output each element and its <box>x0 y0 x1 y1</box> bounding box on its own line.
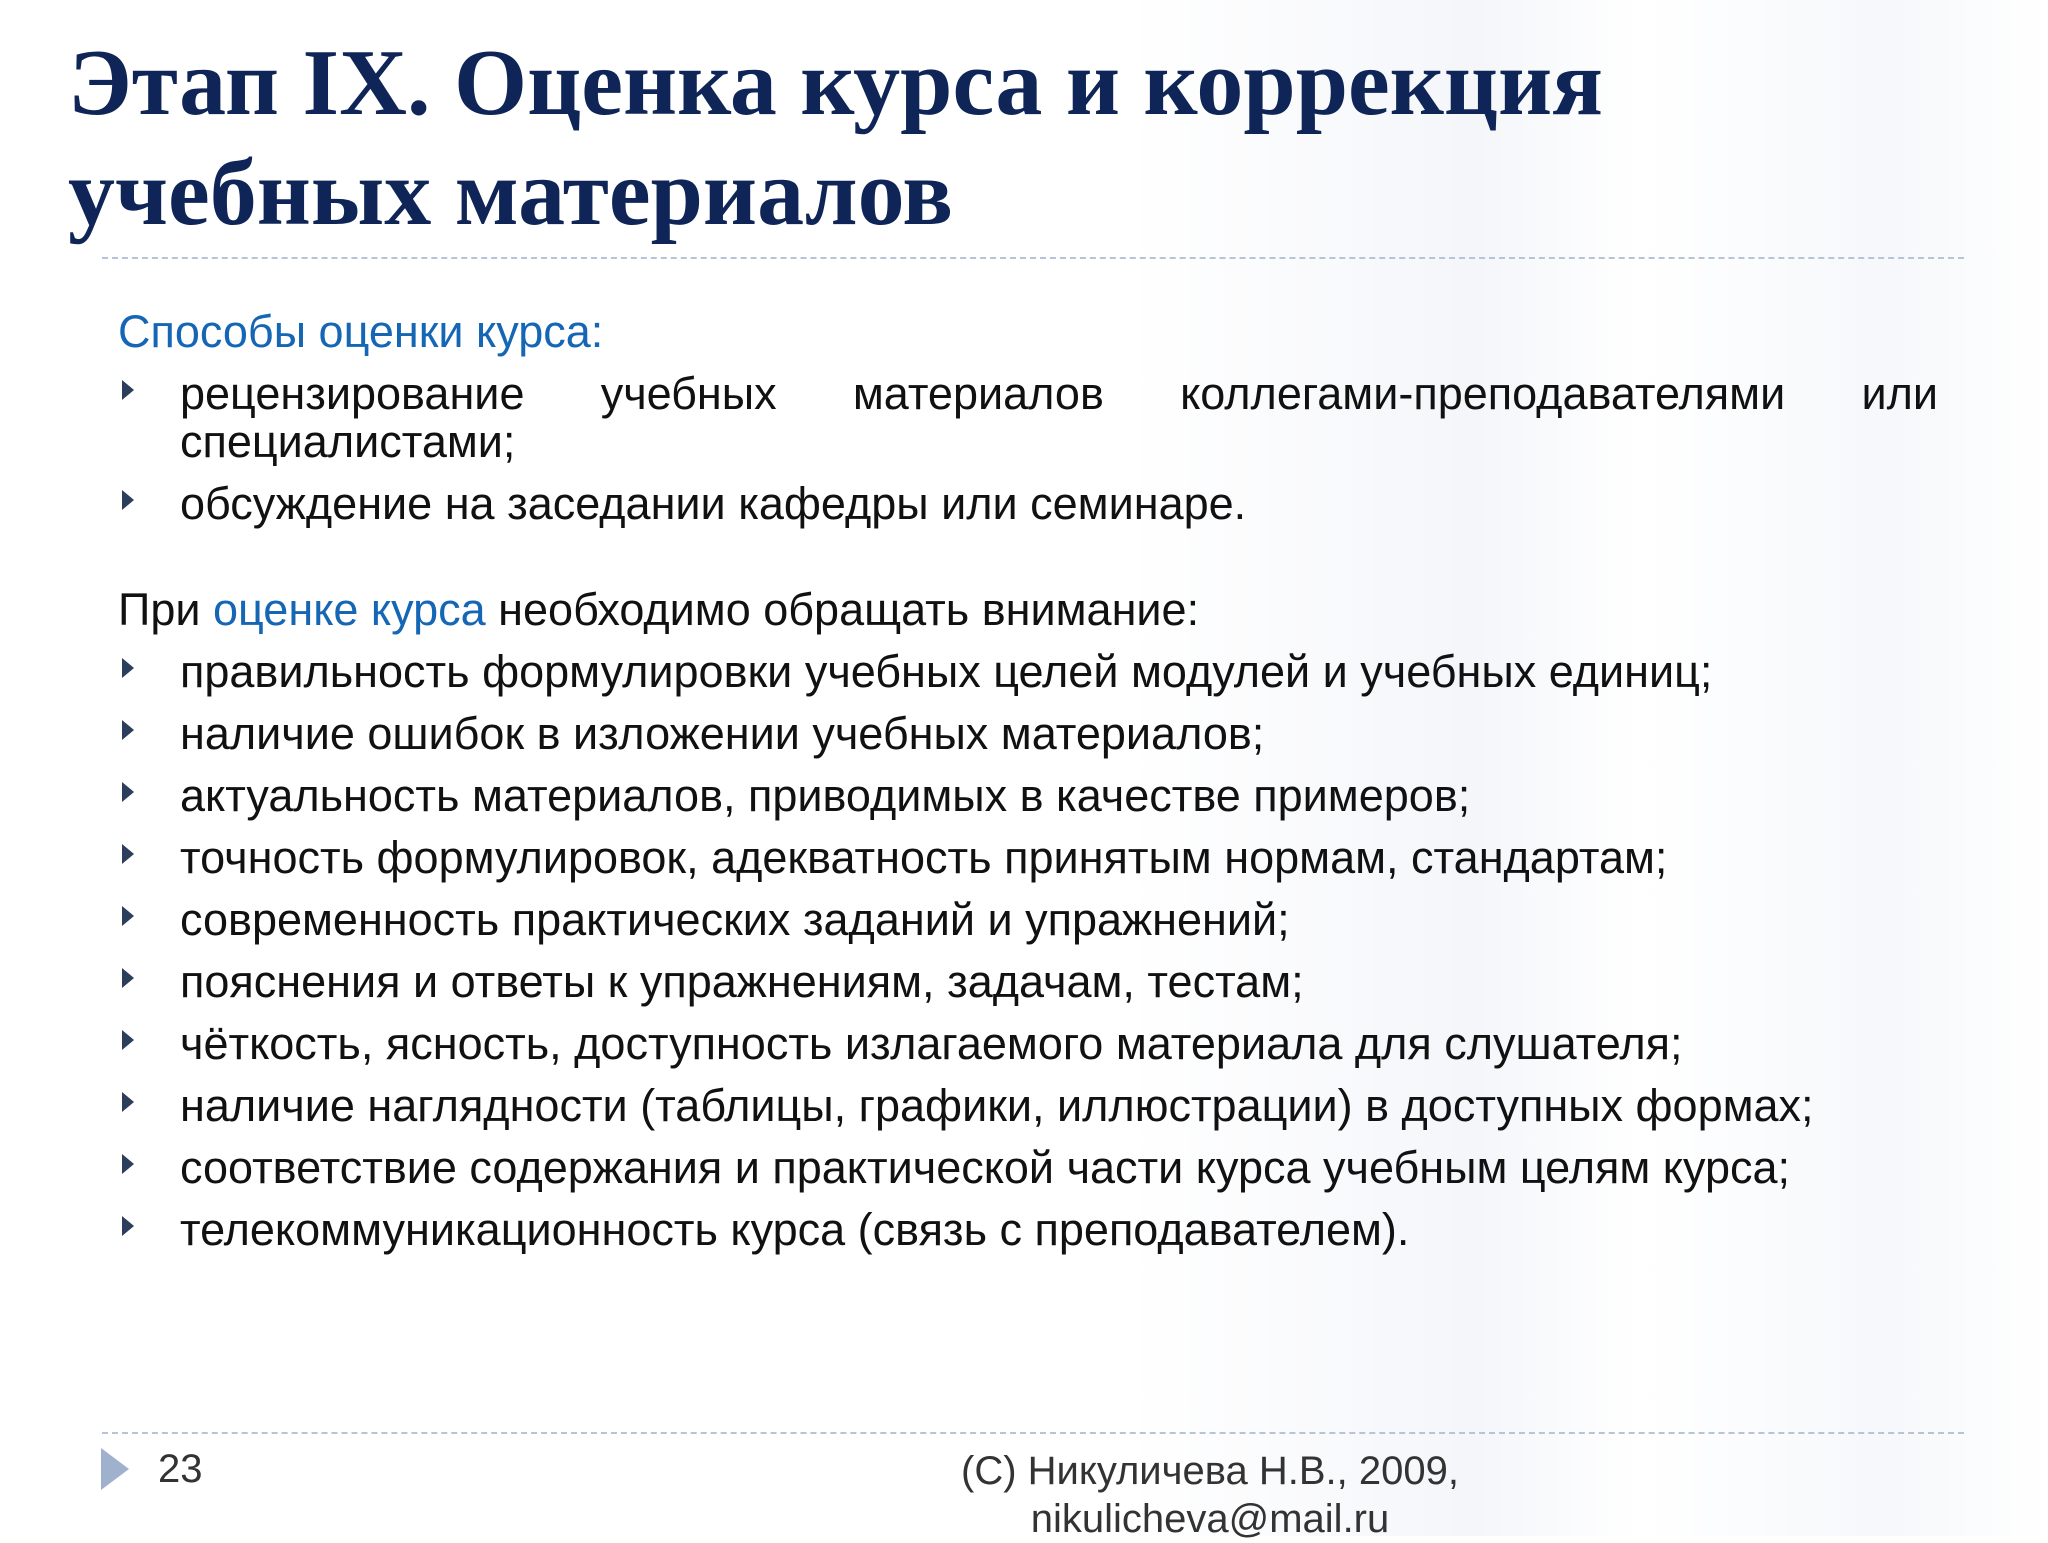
triangle-bullet-icon <box>122 782 134 802</box>
section2-list <box>118 648 1938 1254</box>
section2-heading-suffix: необходимо обращать внимание: <box>485 584 1200 635</box>
list-item <box>118 958 1938 1006</box>
footer-divider <box>102 1432 1964 1434</box>
section2-heading <box>118 586 1938 636</box>
list-item-text: телекоммуникационность курса (связь с преподавателем). <box>180 1204 1410 1255</box>
triangle-bullet-icon <box>122 720 134 740</box>
triangle-bullet-icon <box>122 968 134 988</box>
section2-heading-highlight: оценке курса <box>213 584 486 635</box>
list-item <box>118 896 1938 944</box>
list-item-text: чёткость, ясность, доступность излагаемого материала для слушателя; <box>180 1018 1683 1069</box>
list-item <box>118 1206 1938 1254</box>
list-item <box>118 648 1938 696</box>
list-item-text: рецензирование учебных материалов коллегами-преподавателями или специалистами; <box>180 368 1938 467</box>
title-divider <box>102 257 1964 259</box>
triangle-bullet-icon <box>122 490 134 510</box>
section-spacer <box>118 528 1938 586</box>
slide-content <box>118 308 1938 1254</box>
list-item <box>118 710 1938 758</box>
triangle-bullet-icon <box>122 906 134 926</box>
footer-credit <box>880 1447 1540 1543</box>
triangle-bullet-icon <box>122 1030 134 1050</box>
list-item <box>118 1144 1938 1192</box>
section2-heading-prefix: При <box>118 584 214 635</box>
list-item <box>118 1082 1938 1130</box>
credit-line: (С) Никуличева Н.В., 2009, <box>961 1449 1459 1493</box>
list-item-text: пояснения и ответы к упражнениям, задачам, тестам; <box>180 956 1304 1007</box>
page-number: 23 <box>158 1447 203 1491</box>
list-item-text: актуальность материалов, приводимых в качестве примеров; <box>180 770 1471 821</box>
section1-list <box>118 370 1938 528</box>
list-item-text: точность формулировок, адекватность принятым нормам, стандартам; <box>180 832 1668 883</box>
list-item-text: современность практических заданий и упражнений; <box>180 894 1290 945</box>
triangle-bullet-icon <box>122 658 134 678</box>
list-item-text: наличие ошибок в изложении учебных материалов; <box>180 708 1265 759</box>
list-item-text: обсуждение на заседании кафедры или семинаре. <box>180 478 1247 529</box>
triangle-bullet-icon <box>122 1092 134 1112</box>
list-item-text: соответствие содержания и практической части курса учебным целям курса; <box>180 1142 1791 1193</box>
list-item <box>118 772 1938 820</box>
list-item <box>118 1020 1938 1068</box>
triangle-bullet-icon <box>122 844 134 864</box>
list-item-text: наличие наглядности (таблицы, графики, иллюстрации) в доступных формах; <box>180 1080 1814 1131</box>
list-item-text: правильность формулировки учебных целей модулей и учебных единиц; <box>180 646 1713 697</box>
credit-email: nikulicheva@mail.ru <box>1030 1497 1390 1541</box>
list-item <box>118 370 1938 466</box>
triangle-bullet-icon <box>122 1154 134 1174</box>
list-item <box>118 480 1938 528</box>
list-item <box>118 834 1938 882</box>
slide-title: Этап IX. Оценка курса и коррекция учебных материалов <box>68 31 1604 245</box>
triangle-bullet-icon <box>122 380 134 400</box>
triangle-arrow-icon <box>101 1448 129 1490</box>
section1-heading: Способы оценки курса: <box>118 306 604 357</box>
triangle-bullet-icon <box>122 1216 134 1236</box>
